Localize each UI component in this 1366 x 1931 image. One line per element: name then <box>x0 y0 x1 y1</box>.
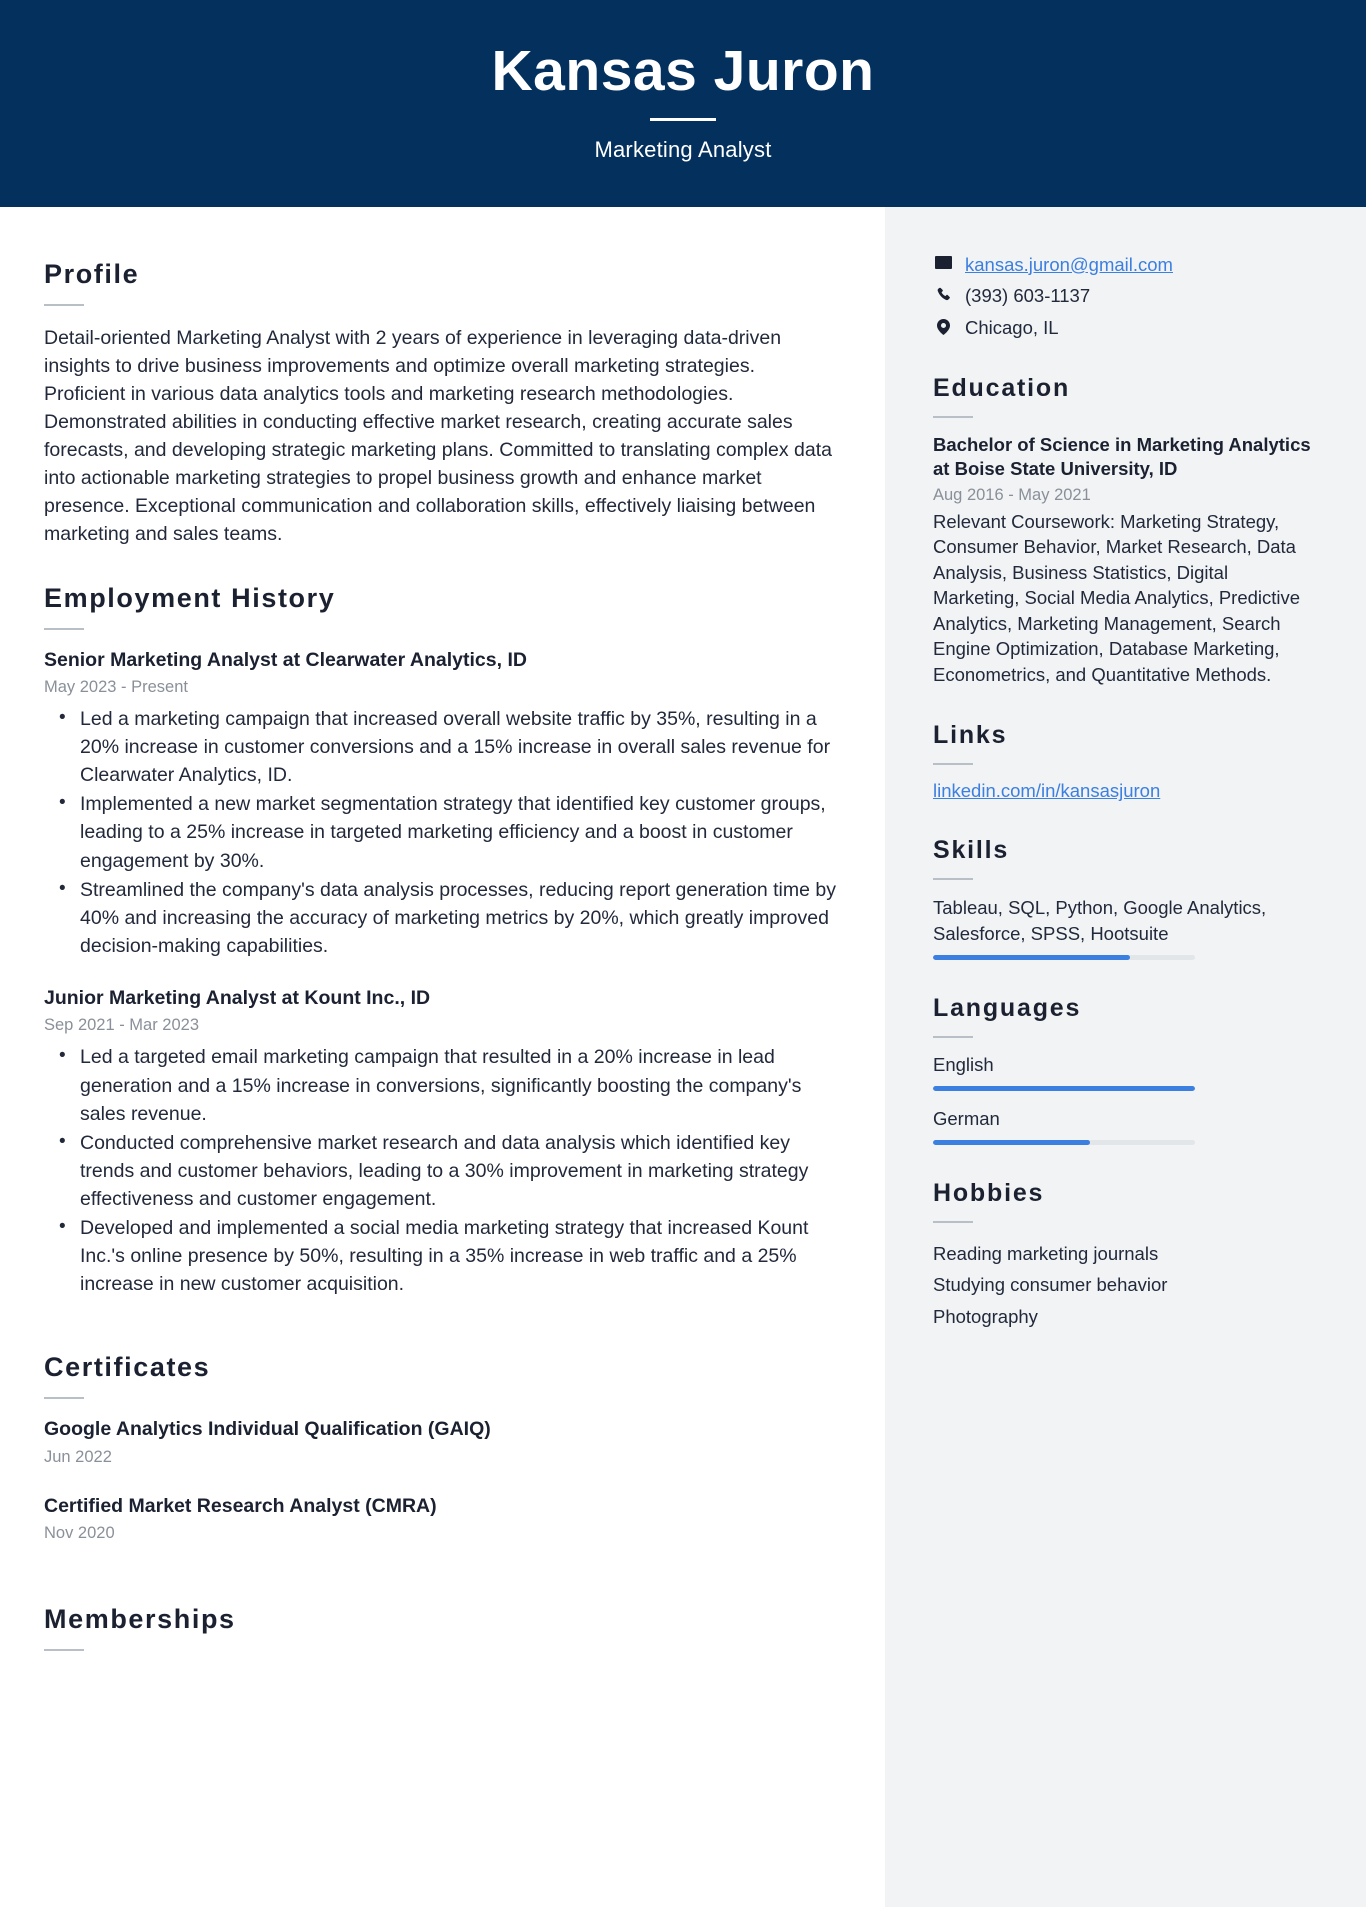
education-coursework: Relevant Coursework: Marketing Strategy, Consumer Behavior, Market Research, Data Analysis, Business Statistics, Digital Marketing, Social Media Analytics, Predictive Analytics, Marketing Management, Search Engine Optimization, Database Marketing, Econometrics, and Quantitative Methods. <box>933 510 1301 685</box>
section-hobbies <box>933 1179 1316 1333</box>
certificate-date: Jun 2022 <box>44 1447 112 1466</box>
skills-text: Tableau, SQL, Python, Google Analytics, Salesforce, SPSS, Hootsuite <box>933 896 1267 944</box>
section-employment-history <box>44 583 837 1299</box>
skills-level-bar <box>933 955 1195 960</box>
hobbies-heading: Hobbies <box>933 1178 1045 1207</box>
profile-text: Detail-oriented Marketing Analyst with 2 years of experience in leveraging data-driven insights to drive business improvements and optimize overall marketing strategies. Proficient in various data analytics tools and marketing research methodologies. Demonstrated abilities in conducting effective market research, creating accurate sales forecasts, and developing strategic marketing plans. Committed to translating complex data into actionable marketing strategies to propel business growth and enhance market presence. Exceptional communication and collaboration skills, effectively liaising between marketing and sales teams. <box>44 326 832 546</box>
job-bullet: • Implemented a new market segmentation strategy that identified key customer groups, leading to a 25% increase in targeted marketing efficiency and a boost in customer engagement by 30%. <box>78 790 837 874</box>
skills-level-fill <box>933 955 1130 960</box>
education-heading: Education <box>933 374 1071 403</box>
education-entry <box>933 433 1316 688</box>
section-languages <box>933 994 1316 1145</box>
section-rule <box>933 1221 973 1223</box>
header-divider <box>650 118 716 121</box>
job-bullet-list <box>44 705 837 960</box>
education-degree: Bachelor of Science in Marketing Analytics at Boise State University, ID <box>933 433 1311 480</box>
employment-heading: Employment History <box>44 582 336 613</box>
language-level-bar <box>933 1086 1195 1091</box>
section-profile <box>44 259 837 549</box>
linkedin-link[interactable]: linkedin.com/in/kansasjuron <box>933 780 1161 802</box>
skills-heading: Skills <box>933 836 1010 865</box>
candidate-job-title: Marketing Analyst <box>594 136 772 162</box>
certificate-entry <box>44 1417 837 1468</box>
hobby-item: Reading marketing journals <box>933 1242 1159 1264</box>
employment-entry <box>44 986 837 1298</box>
section-memberships <box>44 1604 837 1651</box>
language-name: English <box>933 1053 994 1075</box>
language-level-bar <box>933 1140 1195 1145</box>
language-item <box>933 1053 1316 1091</box>
sidebar-column <box>885 207 1366 1907</box>
section-rule <box>44 304 84 306</box>
job-title: Senior Marketing Analyst at Clearwater Analytics, ID <box>44 648 527 671</box>
resume-header <box>0 0 1366 207</box>
job-bullet: • Led a targeted email marketing campaign that resulted in a 20% increase in lead generation and a 15% increase in conversions, significantly boosting the company's sales revenue. <box>78 1043 837 1127</box>
employment-entry <box>44 648 837 960</box>
contact-row-phone <box>933 284 1316 308</box>
section-rule <box>933 1036 973 1038</box>
section-rule <box>44 1397 84 1399</box>
job-bullet: • Led a marketing campaign that increased overall website traffic by 35%, resulting in a 20% increase in customer conversions and a 15% increase in overall sales revenue for Clearwater Analytics, ID. <box>78 705 837 789</box>
job-bullet: • Developed and implemented a social media marketing strategy that increased Kount Inc.'s online presence by 50%, resulting in a 35% increase in web traffic and a 25% increase in new customer acquisition. <box>78 1214 837 1298</box>
section-rule <box>933 763 973 765</box>
location-value: Chicago, IL <box>965 316 1059 338</box>
candidate-name: Kansas Juron <box>491 39 875 103</box>
section-rule <box>44 628 84 630</box>
links-heading: Links <box>933 721 1008 750</box>
phone-icon <box>933 284 953 302</box>
section-rule <box>933 416 973 418</box>
section-certificates <box>44 1352 837 1544</box>
language-level-fill <box>933 1140 1090 1145</box>
job-bullet: • Conducted comprehensive market research and data analysis which identified key trends and customer behaviors, leading to a 30% improvement in marketing strategy effectiveness and customer engagement. <box>78 1129 837 1213</box>
certificate-entry <box>44 1494 837 1545</box>
certificate-date: Nov 2020 <box>44 1524 115 1543</box>
language-name: German <box>933 1107 1000 1129</box>
section-rule <box>933 878 973 880</box>
email-link[interactable]: kansas.juron@gmail.com <box>965 253 1173 275</box>
job-title: Junior Marketing Analyst at Kount Inc., ID <box>44 986 431 1009</box>
hobby-item: Photography <box>933 1306 1038 1328</box>
job-bullet-list <box>44 1043 837 1298</box>
language-level-fill <box>933 1086 1195 1091</box>
job-bullet: • Streamlined the company's data analysis processes, reducing report generation time by 40% and increasing the accuracy of marketing metrics by 20%, which greatly improved decision-making capabilities. <box>78 876 837 960</box>
section-skills <box>933 836 1316 960</box>
education-date: Aug 2016 - May 2021 <box>933 485 1091 504</box>
contact-row-location <box>933 316 1316 340</box>
contact-row-email <box>933 253 1316 277</box>
job-date: May 2023 - Present <box>44 677 188 696</box>
section-rule <box>44 1649 84 1651</box>
certificate-title: Certified Market Research Analyst (CMRA) <box>44 1494 437 1517</box>
resume-body <box>0 207 1366 1907</box>
location-pin-icon <box>933 316 953 335</box>
section-links <box>933 721 1316 802</box>
languages-heading: Languages <box>933 994 1082 1023</box>
memberships-heading: Memberships <box>44 1604 236 1635</box>
main-column <box>0 207 885 1907</box>
job-date: Sep 2021 - Mar 2023 <box>44 1016 200 1035</box>
certificate-title: Google Analytics Individual Qualification (GAIQ) <box>44 1418 491 1441</box>
link-item <box>933 780 1316 802</box>
certificates-heading: Certificates <box>44 1352 211 1383</box>
language-item <box>933 1107 1316 1145</box>
email-icon <box>933 253 953 269</box>
profile-heading: Profile <box>44 258 140 289</box>
section-education <box>933 374 1316 687</box>
phone-value: (393) 603-1137 <box>965 285 1091 307</box>
contact-list <box>933 253 1316 340</box>
hobby-item: Studying consumer behavior <box>933 1274 1168 1296</box>
